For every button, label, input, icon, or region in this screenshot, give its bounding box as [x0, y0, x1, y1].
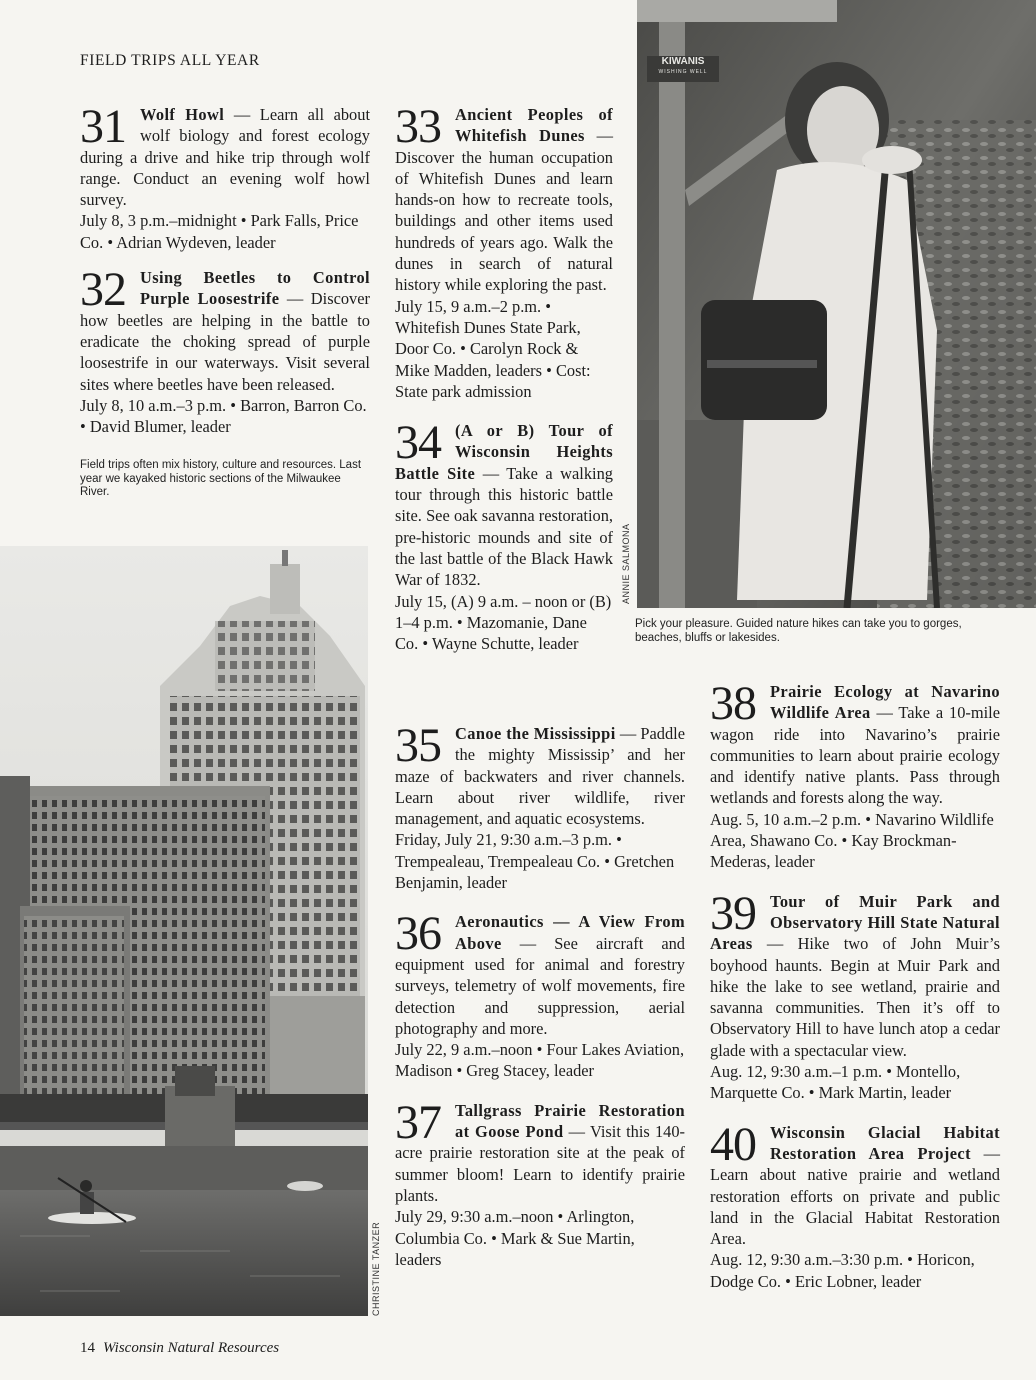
photo-credit-hiker: ANNIE SALMONA — [621, 523, 631, 604]
kiwanis-sign-title: KIWANIS — [661, 56, 705, 67]
trip-title: Tallgrass Prairie Restoration at Goose Pond — [455, 1100, 685, 1142]
column-left — [80, 100, 371, 500]
kiwanis-sign-subtitle: WISHING WELL — [658, 69, 708, 75]
trip-number: 32 — [80, 263, 126, 317]
trip-number: 38 — [710, 677, 756, 730]
trip-details: Aug. 5, 10 a.m.–2 p.m. • Navarino Wildlife Area, Shawano Co. • Kay Brockman-Mederas, leader — [710, 809, 994, 872]
trip-number: 34 — [395, 416, 441, 470]
trip-title: (A or B) Tour of Wisconsin Heights Battle Site — [395, 421, 613, 483]
trip-number: 33 — [395, 100, 441, 153]
trip-number: 36 — [395, 907, 441, 961]
city-skyline-illustration — [0, 546, 368, 1316]
trip-description: — See aircraft and equipment used for animal and forestry surveys, telemetry of wolf movements, fire detection and suppression, aerial photography and more. — [395, 933, 685, 1038]
section-heading: FIELD TRIPS ALL YEAR — [80, 52, 260, 69]
trip-number: 40 — [710, 1117, 756, 1171]
photo-credit-city: CHRISTINE TANZER — [371, 1221, 381, 1316]
trip-title: Ancient Peoples of Whitefish Dunes — [455, 105, 613, 146]
trip-details: July 29, 9:30 a.m.–noon • Arlington, Columbia Co. • Mark & Sue Martin, leaders — [395, 1207, 635, 1269]
city-river-photo — [0, 546, 368, 1316]
trip-description: — Hike two of John Muir’s boyhood haunts. Begin at Muir Park and hike the lake to see wetland, prairie and savanna communities. Then it’s off to Observatory Hill to have lunch atop a cedar glade with a spectacular view. — [710, 934, 1000, 1060]
trip-description: — Learn about native prairie and wetland restoration efforts on private and public land in the Glacial Habitat Restoration Area. — [710, 1143, 1000, 1249]
trip-description: — Discover how beetles are helping in the battle to eradicate the choking spread of purple loosestrife in our waterways. Visit several sites where beetles have been released. — [80, 289, 370, 394]
trip-title: Wisconsin Glacial Habitat Restoration Area Project — [770, 1122, 1000, 1163]
trip-description: — Take a walking tour through this historic battle site. See oak savanna restoration, pre-historic mounds and site of the last battle of the Black Hawk War of 1832. — [395, 463, 613, 590]
photo-caption-city: Field trips often mix history, culture and resources. Last year we kayaked historic sections of the Milwaukee River. — [80, 459, 362, 499]
trip-number: 39 — [710, 886, 756, 940]
trip-details: July 22, 9 a.m.–noon • Four Lakes Aviation, Madison • Greg Stacey, leader — [395, 1040, 685, 1081]
page-number: 14 — [80, 1340, 95, 1356]
trip-number: 31 — [80, 100, 126, 153]
trip-32 — [80, 263, 370, 437]
trip-38 — [710, 677, 1000, 873]
trip-description: — Paddle the mighty Mississip’ and her maze of backwaters and river channels. Learn about river wildlife, river management, and aquatic ecosystems. — [395, 724, 686, 829]
trip-title: Aeronautics — A View From Above — [455, 912, 685, 953]
column-middle — [395, 100, 613, 654]
trip-description: — Discover the human occupation of Whitefish Dunes and learn hands-on how to recreate tools, buildings and other items used hundreds of years ago. Walk the dunes in search of natural history while exploring the past. — [395, 126, 613, 295]
trip-33 — [395, 100, 613, 402]
magazine-name: Wisconsin Natural Resources — [103, 1340, 280, 1356]
trip-details: Aug. 12, 9:30 a.m.–3:30 p.m. • Horicon, Dodge Co. • Eric Lobner, leader — [710, 1250, 975, 1291]
trip-title: Wolf Howl — [140, 105, 225, 124]
trip-39 — [710, 886, 1000, 1104]
trip-description: — Visit this 140-acre prairie restoration site at the peak of summer bloom! Learn to identify prairie plants. — [395, 1122, 685, 1205]
column-right — [710, 677, 1000, 1292]
trip-36 — [395, 907, 685, 1081]
trip-details: July 8, 10 a.m.–3 p.m. • Barron, Barron Co. • David Blumer, leader — [80, 395, 367, 437]
trip-details: Friday, July 21, 9:30 a.m.–3 p.m. • Trempealeau, Trempealeau Co. • Gretchen Benjamin, leader — [395, 830, 675, 893]
trip-description: — Take a 10-mile wagon ride into Navarino’s prairie communities to learn about prairie ecology and identify native plants. Pass through wetlands and forests along the way. — [710, 703, 1000, 808]
trip-description: — Learn all about wolf biology and forest ecology during a drive and hike trip through wolf range. Conduct an evening wolf howl survey. — [80, 105, 371, 210]
kiwanis-sign — [649, 56, 717, 78]
trip-title: Prairie Ecology at Navarino Wildlife Area — [770, 682, 1000, 723]
trip-details: Aug. 12, 9:30 a.m.–1 p.m. • Montello, Marquette Co. • Mark Martin, leader — [710, 1062, 961, 1103]
page-footer — [80, 1340, 279, 1357]
trip-details: July 15, 9 a.m.–2 p.m. • Whitefish Dunes State Park, Door Co. • Carolyn Rock & Mike Madden, leaders • Cost: State park admission — [395, 296, 591, 401]
trip-34 — [395, 416, 613, 654]
hiker-illustration — [637, 0, 1036, 608]
trip-number: 37 — [395, 1095, 441, 1149]
trip-title: Using Beetles to Control Purple Loosestrife — [140, 268, 370, 309]
column-middle-lower — [395, 719, 686, 1270]
trip-31 — [80, 100, 371, 253]
trip-details: July 15, (A) 9 a.m. – noon or (B) 1–4 p.m. • Mazomanie, Dane Co. • Wayne Schutte, leader — [395, 591, 612, 654]
trip-number: 35 — [395, 719, 441, 772]
trip-details: July 8, 3 p.m.–midnight • Park Falls, Price Co. • Adrian Wydeven, leader — [80, 211, 359, 252]
trip-35 — [395, 719, 686, 893]
trip-title: Tour of Muir Park and Observatory Hill State Natural Areas — [710, 891, 1000, 954]
trip-37 — [395, 1095, 685, 1270]
trip-40 — [710, 1117, 1000, 1292]
trip-title: Canoe the Mississippi — [455, 724, 616, 743]
photo-caption-hiker: Pick your pleasure. Guided nature hikes can take you to gorges, beaches, bluffs or lakesides. — [635, 618, 962, 644]
hiker-photo — [637, 0, 1036, 608]
